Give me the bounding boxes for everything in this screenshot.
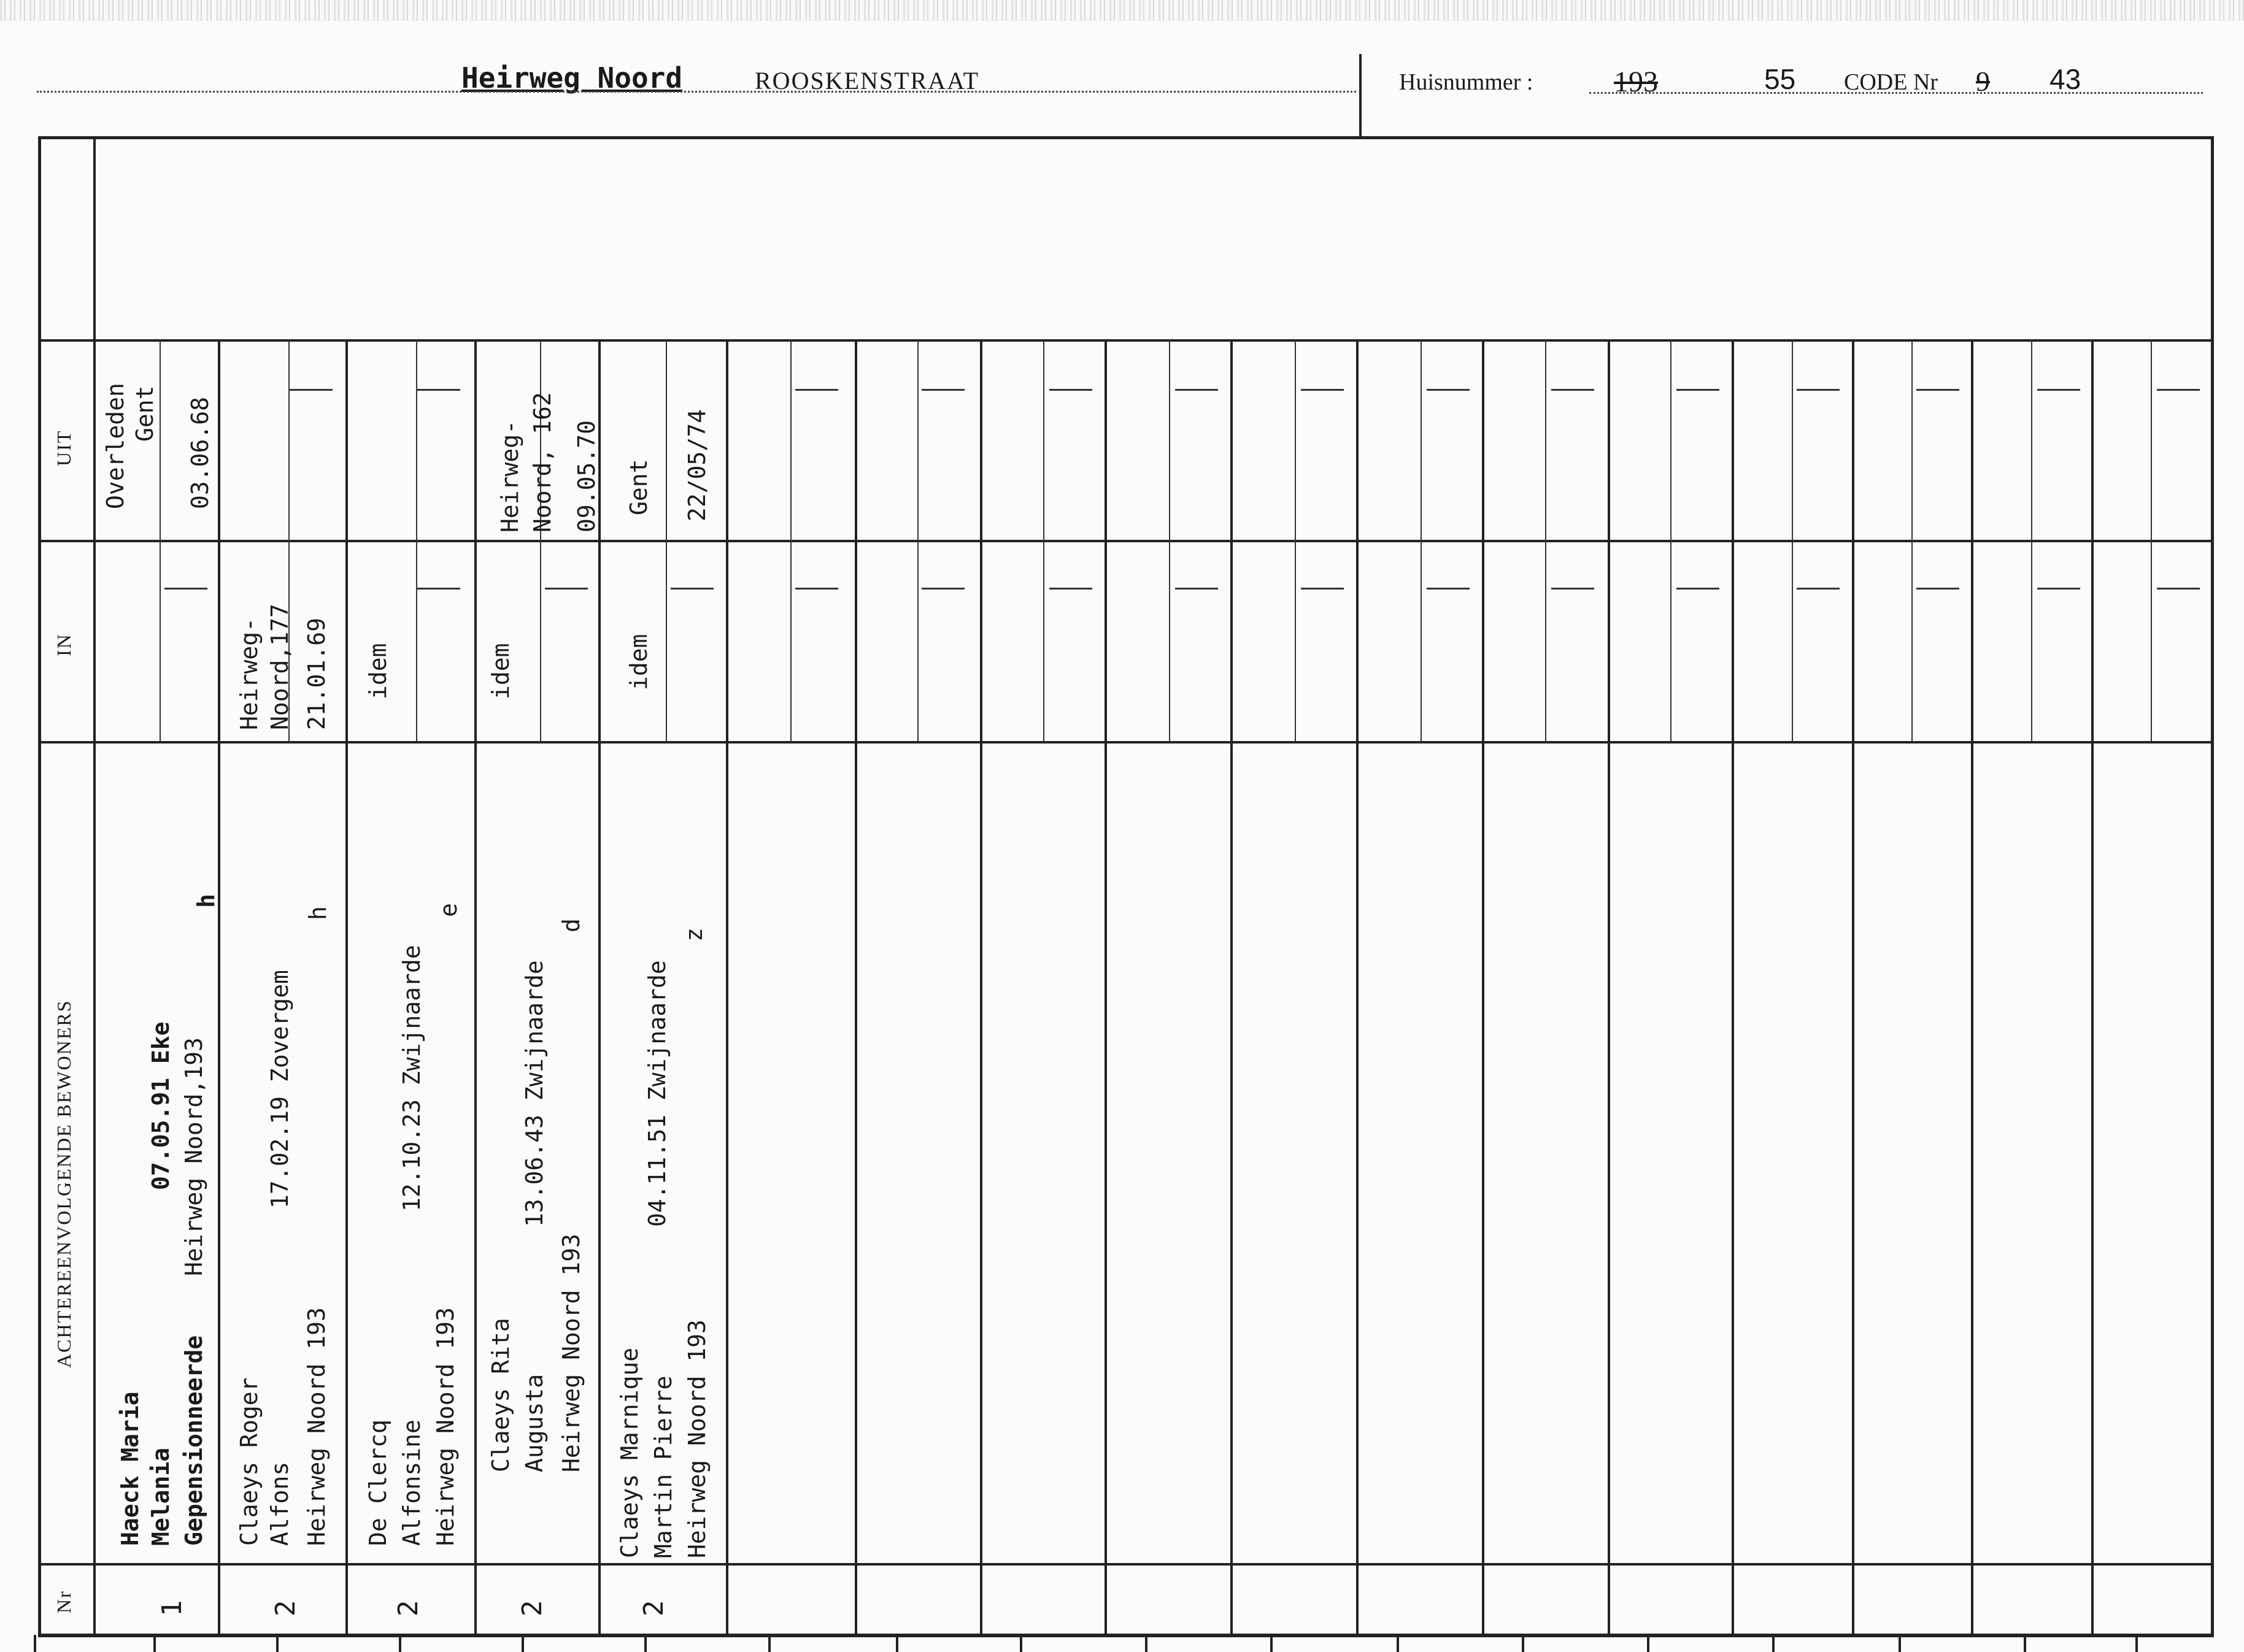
subcol-line (1792, 339, 1793, 741)
subcol-line (1670, 339, 1671, 741)
col-line (598, 339, 601, 1635)
empty-dash (1797, 389, 1840, 391)
entry-birth: 17.02.19 Zovergem (266, 970, 293, 1208)
subcol-line (917, 339, 919, 741)
code-new: 43 (2049, 63, 2081, 95)
entry-nr: 2 (393, 1600, 424, 1616)
entry-mark: z (681, 928, 708, 942)
entry-uit-line: 09.05.70 (573, 420, 600, 532)
empty-dash (164, 588, 207, 590)
subcol-line (1911, 339, 1913, 741)
entry-name-line: Alfonsine (398, 1420, 425, 1546)
empty-dash (2037, 588, 2080, 590)
huisnummer-label: Huisnummer : (1399, 69, 1533, 95)
entry-in-line: 21.01.69 (303, 617, 330, 730)
bottom-tick (1647, 1635, 1649, 1652)
street-name-old: Heirweg Noord (461, 61, 683, 94)
grid-right-border (2211, 136, 2214, 1637)
bottom-tick (1772, 1635, 1775, 1652)
entry-in-line: idem (487, 643, 514, 699)
col-line (2091, 339, 2094, 1635)
empty-dash (417, 588, 460, 590)
entry-in-line: idem (364, 643, 391, 699)
bottom-tick (153, 1635, 156, 1652)
entry-mark: e (435, 903, 462, 917)
entry-name-line: Alfons (266, 1461, 293, 1546)
grid-left-border (38, 136, 41, 1637)
entry-uit-line: Overleden (102, 383, 129, 509)
empty-dash (922, 588, 965, 590)
entry-birth: 12.10.23 Zwijnaarde (398, 945, 425, 1212)
entry-name-line: Haeck Maria (117, 1391, 144, 1546)
entry-mark: h (304, 906, 331, 920)
label-column-separator (93, 136, 96, 1637)
grid-top-border (38, 136, 2214, 139)
col-line (345, 339, 348, 1635)
col-line (1482, 339, 1484, 1635)
entry-in-line: idem (625, 634, 652, 690)
bottom-tick (34, 1635, 36, 1652)
empty-dash (1916, 389, 1959, 391)
col-line (1852, 339, 1854, 1635)
empty-dash (1301, 389, 1344, 391)
huisnummer-new: 55 (1764, 63, 1796, 95)
empty-dash (671, 588, 714, 590)
entry-nr: 2 (517, 1600, 548, 1616)
entry-name-line: Gepensionneerde (180, 1335, 207, 1546)
empty-dash (1427, 389, 1470, 391)
col-line (1105, 339, 1107, 1635)
entry-birth: 07.05.91 Eke (147, 1021, 174, 1190)
empty-dash (922, 389, 965, 391)
empty-dash (1916, 588, 1959, 590)
col-line (1732, 339, 1734, 1635)
entry-uit-line: 22/05/74 (684, 409, 711, 521)
uit-top-divider (38, 339, 2214, 342)
empty-dash (795, 389, 838, 391)
entry-name-line: Claeys Marnique (616, 1347, 643, 1558)
entry-uit-line: Heirweg- (496, 420, 523, 532)
col-line (726, 339, 728, 1635)
entry-mark: d (558, 918, 585, 932)
entry-name-line: Heirweg Noord 193 (303, 1307, 330, 1546)
subcol-line (790, 339, 792, 741)
entry-uit-line: 03.06.68 (187, 396, 214, 509)
subcol-line (416, 339, 417, 741)
empty-dash (1676, 588, 1719, 590)
empty-dash (1676, 389, 1719, 391)
col-line (980, 339, 982, 1635)
empty-dash (2157, 389, 2200, 391)
row-label-uit: UIT (53, 429, 75, 466)
bottom-tick (1522, 1635, 1524, 1652)
empty-dash (1551, 588, 1594, 590)
huisnummer-old: 193 (1614, 66, 1658, 98)
entry-uit-line: Noord, 162 (529, 392, 556, 532)
entry-in-line: Noord,177 (266, 604, 293, 730)
row-label-bewoners: ACHTEREENVOLGENDE BEWONERS (53, 999, 75, 1368)
col-line (474, 339, 477, 1635)
empty-dash (1049, 389, 1092, 391)
bottom-tick (522, 1635, 524, 1652)
street-name-new: ROOSKENSTRAAT (755, 67, 980, 94)
entry-name-line: De Clercq (364, 1420, 391, 1546)
bottom-tick (2135, 1635, 2138, 1652)
empty-dash (545, 588, 588, 590)
bottom-tick (768, 1635, 771, 1652)
code-label: CODE Nr (1844, 69, 1938, 95)
entry-mark: h (193, 894, 220, 908)
col-line (855, 339, 857, 1635)
col-line (218, 339, 220, 1635)
subcol-line (2031, 339, 2032, 741)
entry-name-line: Claeys Rita (487, 1318, 514, 1472)
col-line (1230, 339, 1233, 1635)
bottom-tick (276, 1635, 279, 1652)
entry-uit-line: Gent (131, 385, 158, 442)
empty-dash (1427, 588, 1470, 590)
entry-name-line: Heirweg Noord 193 (432, 1307, 459, 1546)
empty-dash (290, 389, 333, 391)
subcol-line (1169, 339, 1170, 741)
empty-dash (417, 389, 460, 391)
bottom-tick (644, 1635, 647, 1652)
entry-birth: 04.11.51 Zwijnaarde (644, 960, 671, 1227)
subcol-line (1043, 339, 1044, 741)
bottom-tick (1397, 1635, 1399, 1652)
subcol-line (1421, 339, 1422, 741)
subcol-line (2151, 339, 2152, 741)
bottom-tick (399, 1635, 401, 1652)
row-label-in: IN (53, 633, 75, 656)
col-line (1356, 339, 1359, 1635)
entry-name-line: Heirweg Noord 193 (558, 1234, 585, 1472)
code-old: 9 (1976, 66, 1990, 97)
nr-top-divider (38, 1563, 2214, 1566)
bottom-tick (1020, 1635, 1022, 1652)
subcol-line (1545, 339, 1546, 741)
empty-dash (1551, 389, 1594, 391)
bottom-tick (1899, 1635, 1901, 1652)
entry-nr: 2 (270, 1600, 301, 1616)
empty-dash (1301, 588, 1344, 590)
empty-dash (1175, 389, 1218, 391)
entry-name-line: Melania (147, 1447, 174, 1546)
entry-nr: 1 (156, 1600, 188, 1616)
empty-dash (2157, 588, 2200, 590)
subcol-line (1295, 339, 1296, 741)
entry-in-line: Heirweg- (236, 617, 263, 730)
empty-dash (1797, 588, 1840, 590)
in-top-divider (38, 540, 2214, 542)
empty-dash (1175, 588, 1218, 590)
bewoners-top-divider (38, 741, 2214, 743)
bottom-tick (1145, 1635, 1147, 1652)
bottom-tick (2024, 1635, 2026, 1652)
empty-dash (1049, 588, 1092, 590)
entry-name-line: Claeys Roger (236, 1377, 263, 1546)
empty-dash (795, 588, 838, 590)
bottom-tick (896, 1635, 898, 1652)
entry-birth: 13.06.43 Zwijnaarde (521, 960, 548, 1227)
entry-uit-line: Gent (625, 459, 652, 515)
entry-name-line: Augusta (521, 1373, 548, 1472)
entry-address: Heirweg Noord,193 (180, 1037, 207, 1276)
entry-name-line: Heirweg Noord 193 (684, 1320, 711, 1558)
row-label-nr: Nr (53, 1590, 75, 1613)
entry-nr: 2 (638, 1600, 669, 1616)
bottom-tick (1270, 1635, 1273, 1652)
entry-name-line: Martin Pierre (650, 1375, 677, 1558)
col-line (1971, 339, 1973, 1635)
empty-dash (2037, 389, 2080, 391)
col-line (1608, 339, 1610, 1635)
grid-bottom-border (38, 1634, 2214, 1637)
subcol-line (666, 339, 667, 741)
